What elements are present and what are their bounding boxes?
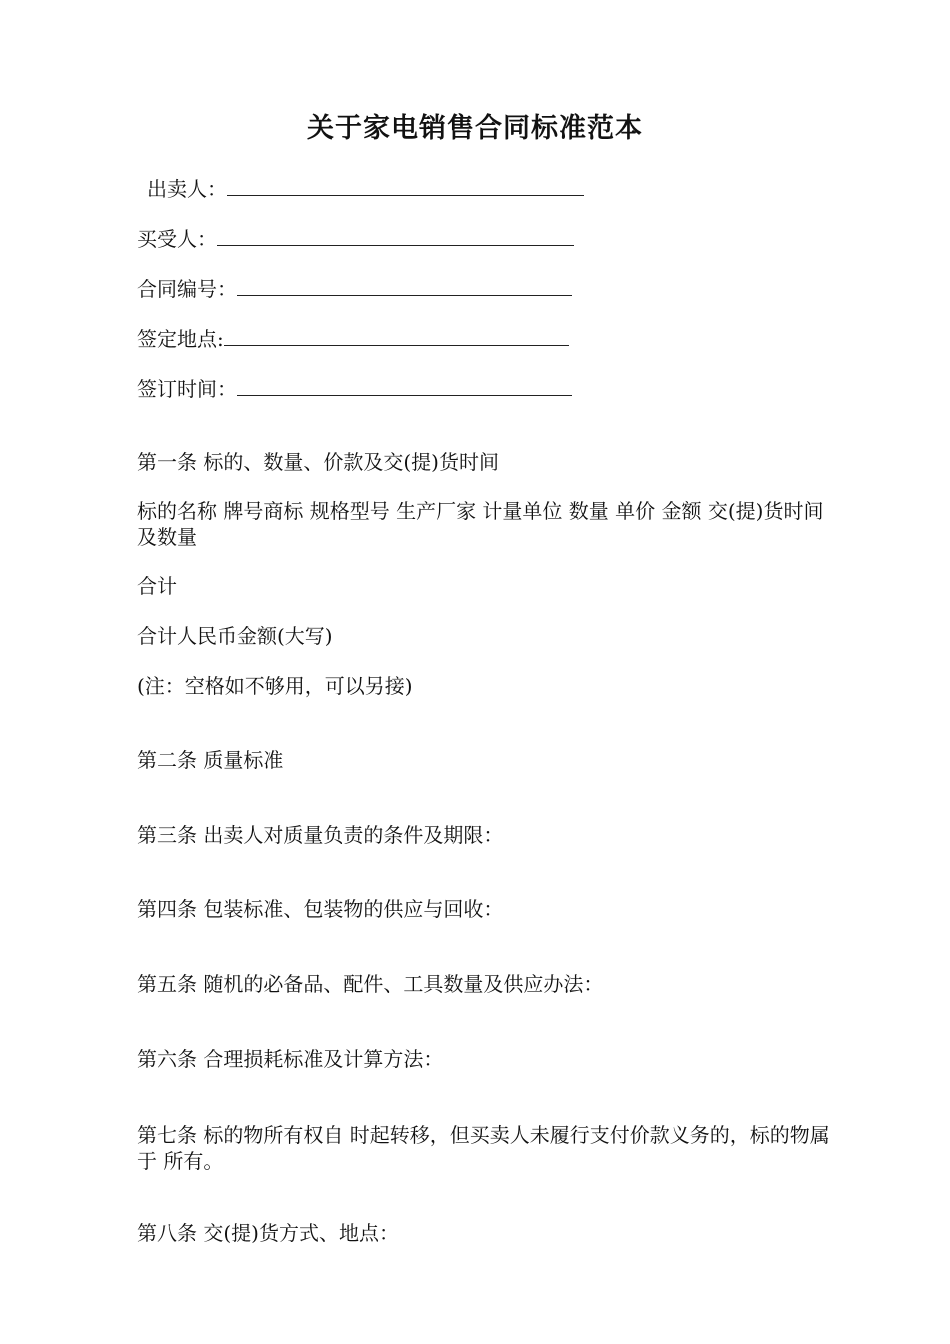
sign-time-field (137, 375, 572, 402)
article-1-note: (注：空格如不够用，可以另接) (137, 674, 413, 698)
seller-blank (227, 175, 584, 196)
contract-number-blank (237, 275, 572, 296)
article-8: 第八条 交(提)货方式、地点： (137, 1221, 399, 1245)
article-3: 第三条 出卖人对质量负责的条件及期限： (137, 823, 504, 847)
document-title: 关于家电销售合同标准范本 (307, 113, 643, 144)
contract-number-label: 合同编号： (137, 277, 237, 301)
buyer-field (137, 225, 574, 252)
buyer-blank (217, 225, 574, 246)
sign-place-label: 签定地点: (137, 327, 224, 351)
article-7: 第七条 标的物所有权自 时起转移，但买卖人未履行支付价款义务的，标的物属于 所有。 (137, 1123, 830, 1173)
article-5: 第五条 随机的必备品、配件、工具数量及供应办法： (137, 972, 604, 996)
sign-time-blank (237, 375, 572, 396)
sign-place-blank (224, 325, 569, 346)
article-6: 第六条 合理损耗标准及计算方法： (137, 1047, 444, 1071)
article-1-total: 合计 (137, 574, 177, 598)
sign-time-label: 签订时间： (137, 377, 237, 401)
contract-number-field (137, 275, 572, 302)
article-2: 第二条 质量标准 (137, 748, 284, 772)
article-4: 第四条 包装标准、包装物的供应与回收： (137, 897, 504, 921)
sign-place-field (137, 325, 569, 352)
article-1-total-rmb: 合计人民币金额(大写) (137, 624, 333, 648)
buyer-label: 买受人： (137, 227, 217, 251)
seller-label: 出卖人： (147, 177, 227, 201)
article-1-heading: 第一条 标的、数量、价款及交(提)货时间 (137, 450, 499, 474)
article-1-columns: 标的名称 牌号商标 规格型号 生产厂家 计量单位 数量 单价 金额 交(提)货时间及数量 (137, 499, 824, 549)
seller-field (147, 175, 584, 202)
